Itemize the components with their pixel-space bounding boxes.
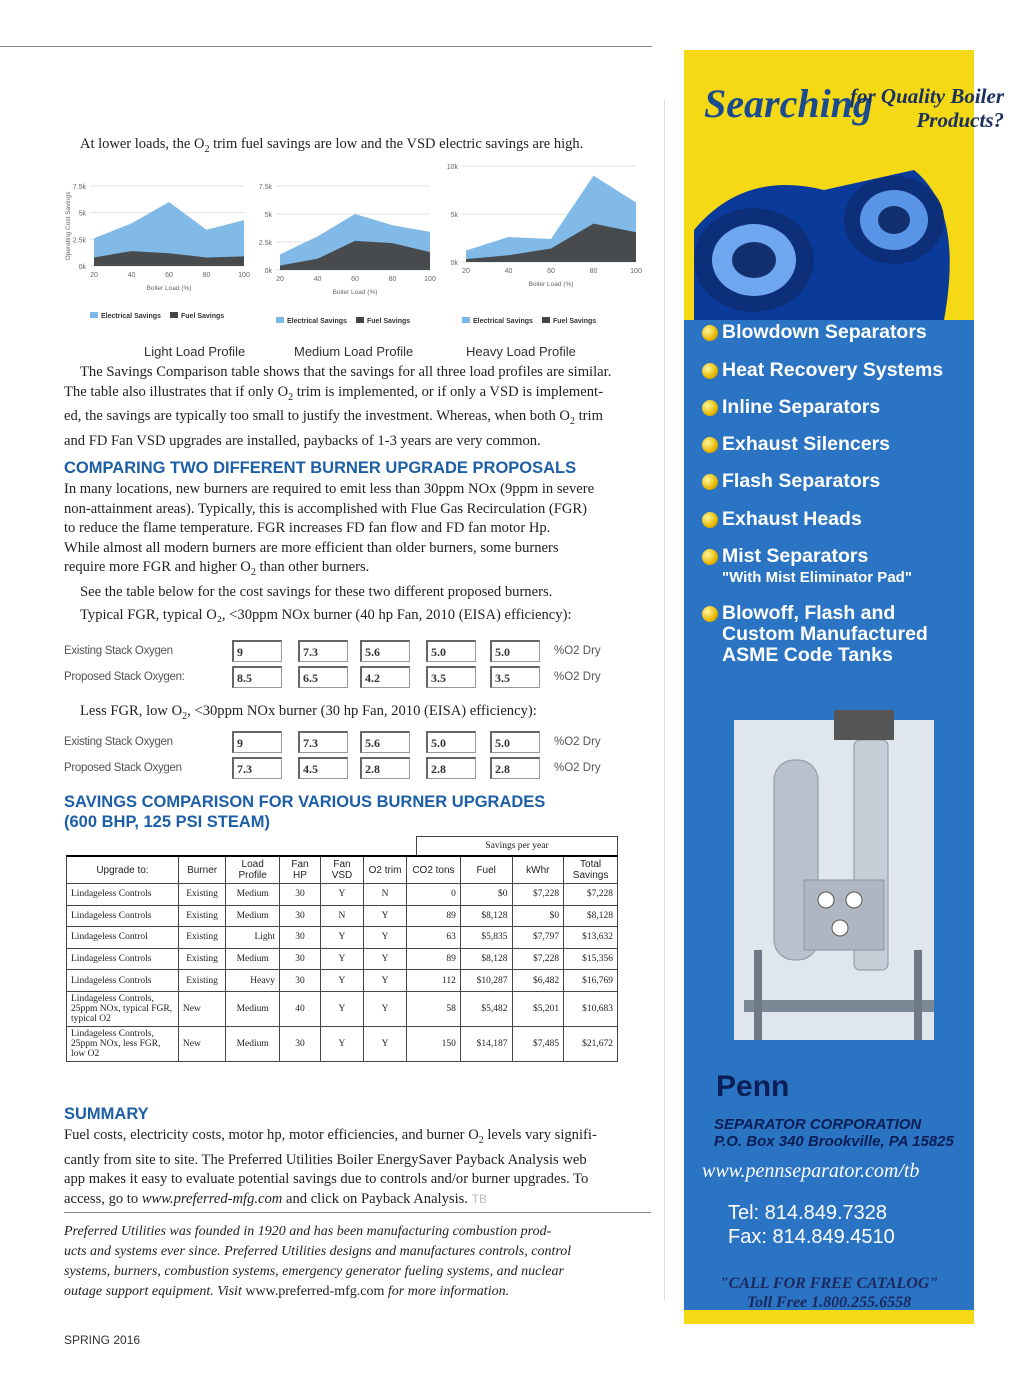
table-cell: $10,683 [564, 991, 618, 1026]
tb-endmark: TB [471, 1191, 487, 1206]
ad-headline-big: Searching [704, 81, 873, 126]
heading-savings-comparison [64, 792, 654, 832]
table-cell: Heavy [226, 970, 280, 992]
table-cell: Lindageless Controls [67, 884, 179, 906]
x-axis-label: Boiler Load (%) [332, 289, 378, 296]
table-cell: Y [320, 1026, 363, 1061]
savings-column-header: Total Savings [564, 856, 618, 884]
table-cell: $14,187 [460, 1026, 512, 1061]
separator-equipment-image [714, 700, 954, 1060]
ad-company-name: SEPARATOR CORPORATION [714, 1116, 922, 1133]
para1-line3: ed, the savings are typically too small to justify the investment. Whereas, when both $O_2$ trim [64, 408, 603, 427]
savings-column-header: O2 trim [364, 856, 407, 884]
table-cell: $16,769 [564, 970, 618, 992]
ad-product-label: Exhaust Heads [722, 508, 862, 530]
table-cell: $7,485 [512, 1026, 564, 1061]
y-axis-label: Operating Cost Savings [65, 191, 72, 261]
table-cell: Y [364, 905, 407, 927]
ad-headline-small: for Quality Boiler Products? [849, 84, 1004, 132]
top-rule [0, 46, 652, 47]
chart-title-light: Light Load Profile [144, 344, 246, 359]
table-cell: $21,672 [564, 1026, 618, 1061]
table-cell: 150 [407, 1026, 461, 1061]
ad-cta [684, 1274, 974, 1312]
savings-per-year-header: Savings per year [416, 836, 618, 856]
table-cell: $8,128 [564, 905, 618, 927]
bullet-icon [702, 474, 718, 490]
savings-column-header: kWhr [512, 856, 564, 884]
oxygen-row [64, 731, 624, 757]
footnote-rule [64, 1212, 651, 1213]
table-cell: 89 [407, 905, 461, 927]
ad-product-item [702, 546, 972, 588]
ad-hero [684, 50, 1004, 320]
oxygen-unit: %O2 Dry [554, 645, 601, 657]
summary-line3: app makes it easy to evaluate potential savings due to controls and/or burner upgrades. To [64, 1171, 589, 1188]
table-cell: Lindageless Controls, 25ppm NOx, less FGR, low O2 [67, 1026, 179, 1061]
table-cell: Y [364, 927, 407, 949]
table-cell: Lindageless Control [67, 927, 179, 949]
footnote-line3: systems, burners, combustion systems, emergency generator fueling systems, and nuclear [64, 1264, 564, 1279]
heading2-line2: (600 BHP, 125 PSI STEAM) [64, 813, 271, 831]
table-cell: Lindageless Controls [67, 948, 179, 970]
x-tick-label: 20 [90, 272, 98, 279]
burner2-caption: Less FGR, low $O_2$, <30ppm NOx burner (30 hp Fan, 2010 (EISA) efficiency): [80, 703, 537, 722]
table-cell: Lindageless Controls [67, 970, 179, 992]
table-cell: 30 [280, 948, 321, 970]
table-cell: 0 [407, 884, 461, 906]
y-tick-label: 0k [264, 268, 272, 275]
para1-line2: The table also illustrates that if only $O_2$ trim is implemented, or if only a VSD is implement- [64, 383, 603, 403]
summary-line4: access, go to www.preferred-mfg.com and click on Payback Analysis. TB [64, 1190, 487, 1207]
bullet-icon [702, 512, 718, 528]
table-cell: 30 [280, 884, 321, 906]
ad-product-label: Blowoff, Flash and Custom Manufactured ASME Code Tanks [722, 602, 928, 666]
y-tick-label: 2.5k [72, 237, 86, 245]
y-tick-label: 5k [450, 212, 458, 219]
table-cell: $7,228 [512, 948, 564, 970]
heading2-line1: SAVINGS COMPARISON FOR VARIOUS BURNER UPGRADES [64, 793, 546, 811]
oxygen-value-cell: 7.3 [298, 731, 348, 753]
bullet-icon [702, 325, 718, 341]
ad-url[interactable]: www.pennseparator.com/tb [702, 1160, 920, 1182]
table-cell: Y [320, 884, 363, 906]
table-cell: Y [364, 1026, 407, 1061]
oxygen-value-cell: 3.5 [426, 666, 476, 688]
issue-label: SPRING 2016 [64, 1333, 141, 1347]
table-cell: $0 [512, 905, 564, 927]
oxygen-row [64, 640, 624, 666]
table-row [67, 884, 618, 906]
footnote-line2: ucts and systems ever since. Preferred Utilities designs and manufactures controls, control [64, 1244, 572, 1259]
table-cell: Y [364, 948, 407, 970]
ad-company [714, 1116, 954, 1150]
table-cell: Existing [178, 927, 225, 949]
table-cell: $13,632 [564, 927, 618, 949]
table-cell: 40 [280, 991, 321, 1026]
advertisement[interactable] [684, 50, 1004, 1324]
summary-link[interactable]: www.preferred-mfg.com [141, 1190, 283, 1207]
table-cell: $5,482 [460, 991, 512, 1026]
x-tick-label: 80 [388, 276, 397, 283]
table-cell: New [178, 991, 225, 1026]
bullet-icon [702, 437, 718, 453]
oxygen-value-cell: 7.3 [298, 640, 348, 662]
y-tick-label: 10k [446, 164, 458, 171]
para2-line5: require more FGR and higher $O_2$ than other burners. [64, 559, 370, 579]
table-cell: Medium [226, 905, 280, 927]
ad-tel: Tel: 814.849.7328 [728, 1202, 888, 1224]
x-tick-label: 20 [276, 276, 284, 283]
table-cell: Light [226, 927, 280, 949]
legend-swatch [276, 317, 284, 323]
ad-product-label: Blowdown Separators [722, 321, 927, 343]
footnote-line4: outage support equipment. Visit www.preferred-mfg.com for more information. [64, 1284, 510, 1299]
legend-label: Fuel Savings [553, 318, 597, 325]
table-cell: Existing [178, 905, 225, 927]
ad-headline [704, 80, 1004, 132]
oxygen-row-label: Proposed Stack Oxygen: [64, 671, 185, 683]
para2-line4: While almost all modern burners are more efficient than older burners, some burners [64, 539, 559, 556]
para1-line4: and FD Fan VSD upgrades are installed, paybacks of 1-3 years are very common. [64, 432, 541, 449]
burner2-oxygen-table [64, 731, 624, 783]
table-cell: New [178, 1026, 225, 1061]
legend-swatch [542, 317, 550, 323]
table-cell: $7,228 [564, 884, 618, 906]
table-cell: Y [320, 970, 363, 992]
table-cell: Medium [226, 1026, 280, 1061]
table-cell: 30 [280, 1026, 321, 1061]
table-cell: 30 [280, 905, 321, 927]
ad-product-sublabel: "With Mist Eliminator Pad" [722, 569, 912, 586]
table-cell: $0 [460, 884, 512, 906]
oxygen-value-cell: 3.5 [490, 666, 540, 688]
summary-line1: Fuel costs, electricity costs, motor hp, motor efficiencies, and burner $O_2$ levels vary signifi- [64, 1127, 597, 1146]
savings-column-header: CO2 tons [407, 856, 461, 884]
table-cell: Existing [178, 970, 225, 992]
y-tick-label: 5k [264, 212, 272, 219]
bullet-icon [702, 549, 718, 565]
ad-fax: Fax: 814.849.4510 [728, 1226, 895, 1248]
savings-column-header: Fuel [460, 856, 512, 884]
y-tick-label: 0k [450, 260, 458, 267]
oxygen-value-cell: 5.0 [490, 640, 540, 662]
heading-comparing-burners: COMPARING TWO DIFFERENT BURNER UPGRADE PROPOSALS [64, 459, 577, 477]
ad-product-label: Inline Separators [722, 396, 881, 418]
column-rule [664, 100, 665, 1300]
legend-label: Electrical Savings [101, 313, 161, 320]
oxygen-value-cell: 2.8 [360, 757, 410, 779]
table-cell: 30 [280, 927, 321, 949]
oxygen-value-cell: 8.5 [232, 666, 282, 688]
intro-sub: 2 [204, 143, 210, 155]
legend-label: Electrical Savings [473, 318, 533, 325]
table-row [67, 948, 618, 970]
ad-company-address: P.O. Box 340 Brookville, PA 15825 [714, 1133, 954, 1150]
oxygen-unit: %O2 Dry [554, 736, 601, 748]
bullet-icon [702, 363, 718, 379]
table-cell: 30 [280, 970, 321, 992]
y-tick-label: 7.5k [72, 184, 86, 191]
table-cell: $8,128 [460, 948, 512, 970]
table-cell: $5,835 [460, 927, 512, 949]
savings-column-header: Load Profile [226, 856, 280, 884]
x-tick-label: 60 [165, 272, 173, 279]
table-cell: Lindageless Controls [67, 905, 179, 927]
bullet-icon [702, 400, 718, 416]
x-tick-label: 80 [202, 272, 211, 279]
legend-swatch [462, 317, 470, 323]
ad-product-item [702, 360, 972, 381]
x-tick-label: 60 [351, 276, 359, 283]
table-cell: 112 [407, 970, 461, 992]
y-tick-label: 0k [78, 264, 86, 271]
ad-product-item [702, 471, 972, 492]
table-row [67, 970, 618, 992]
para2-line6: See the table below for the cost savings for these two different proposed burners. [80, 583, 553, 600]
legend-label: Fuel Savings [367, 318, 411, 325]
summary-line2: cantly from site to site. The Preferred Utilities Boiler EnergySaver Payback Analysis web [64, 1151, 587, 1168]
x-axis-label: Boiler Load (%) [146, 285, 192, 292]
table-cell: Medium [226, 948, 280, 970]
x-tick-label: 20 [462, 268, 470, 275]
table-cell: Lindageless Controls, 25ppm NOx, typical FGR, typical O2 [67, 991, 179, 1026]
table-cell: Existing [178, 948, 225, 970]
table-cell: $5,201 [512, 991, 564, 1026]
x-tick-label: 100 [630, 268, 642, 275]
table-cell: Y [320, 991, 363, 1026]
table-cell: $10,287 [460, 970, 512, 992]
table-cell: Y [364, 970, 407, 992]
oxygen-value-cell: 5.0 [490, 731, 540, 753]
intro-pre: At lower loads, the O [80, 136, 205, 152]
table-row [67, 991, 618, 1026]
x-tick-label: 100 [424, 276, 436, 283]
intro-text [80, 136, 660, 155]
ad-product-label: Heat Recovery Systems [722, 359, 944, 381]
ad-product-label: Flash Separators [722, 470, 881, 492]
table-cell: Y [320, 948, 363, 970]
x-tick-label: 40 [504, 268, 513, 275]
legend-label: Fuel Savings [181, 313, 225, 320]
table-cell: Y [320, 927, 363, 949]
table-cell: 58 [407, 991, 461, 1026]
ad-product-item [702, 603, 972, 666]
table-cell: Medium [226, 884, 280, 906]
ad-cta-line1: "CALL FOR FREE CATALOG" [719, 1275, 939, 1292]
footnote-line1: Preferred Utilities was founded in 1920 and has been manufacturing combustion prod- [64, 1224, 552, 1239]
oxygen-value-cell: 7.3 [232, 757, 282, 779]
intro-post: trim fuel savings are low and the VSD electric savings are high. [209, 136, 584, 152]
oxygen-row-label: Existing Stack Oxygen [64, 736, 173, 748]
ad-product-item [702, 397, 972, 418]
table-cell: N [320, 905, 363, 927]
table-cell: $7,797 [512, 927, 564, 949]
para1-line1: The Savings Comparison table shows that the savings for all three load profiles are similar. [80, 364, 612, 380]
oxygen-unit: %O2 Dry [554, 671, 601, 683]
oxygen-row-label: Proposed Stack Oxygen [64, 762, 182, 774]
savings-charts [62, 160, 652, 340]
oxygen-row [64, 666, 624, 692]
oxygen-value-cell: 4.2 [360, 666, 410, 688]
para2-line1: In many locations, new burners are required to emit less than 30ppm NOx (9ppm in severe [64, 481, 595, 497]
table-cell: $6,482 [512, 970, 564, 992]
footnote [64, 1222, 651, 1302]
x-tick-label: 60 [547, 268, 555, 275]
y-tick-label: 7.5k [258, 184, 272, 191]
table-row [67, 1026, 618, 1061]
legend-swatch [356, 317, 364, 323]
table-cell: 89 [407, 948, 461, 970]
ad-product-label: Mist Separators [722, 545, 869, 567]
burner1-oxygen-table [64, 640, 624, 692]
table-cell: $7,228 [512, 884, 564, 906]
oxygen-value-cell: 2.8 [426, 757, 476, 779]
x-tick-label: 40 [313, 276, 322, 283]
penn-logo: Penn [716, 1070, 790, 1103]
oxygen-value-cell: 4.5 [298, 757, 348, 779]
table-cell: Medium [226, 991, 280, 1026]
table-cell: $15,356 [564, 948, 618, 970]
oxygen-row-label: Existing Stack Oxygen [64, 645, 173, 657]
paragraph-savings-comparison [64, 363, 654, 451]
oxygen-value-cell: 9 [232, 731, 282, 753]
savings-table [66, 855, 618, 1062]
table-cell: 63 [407, 927, 461, 949]
heading-summary: SUMMARY [64, 1105, 149, 1123]
y-tick-label: 2.5k [258, 240, 272, 247]
x-tick-label: 80 [589, 268, 598, 275]
paragraph-burner-upgrades [64, 480, 654, 602]
para2-line3: to reduce the flame temperature. FGR increases FD fan flow and FD fan motor Hp. [64, 520, 551, 537]
oxygen-value-cell: 9 [232, 640, 282, 662]
x-axis-label: Boiler Load (%) [528, 281, 574, 288]
oxygen-value-cell: 5.6 [360, 731, 410, 753]
x-tick-label: 40 [127, 272, 136, 279]
legend-swatch [90, 312, 98, 318]
table-cell: N [364, 884, 407, 906]
burner1-caption: Typical FGR, typical O₂, <30ppm NOx burner (40 hp Fan, 2010 (EISA) efficiency): [80, 607, 572, 623]
savings-column-header: Fan HP [280, 856, 321, 884]
table-cell: $8,128 [460, 905, 512, 927]
x-tick-label: 100 [238, 272, 250, 279]
table-cell: Y [364, 991, 407, 1026]
savings-column-header: Fan VSD [320, 856, 363, 884]
legend-label: Electrical Savings [287, 318, 347, 325]
savings-column-header: Burner [178, 856, 225, 884]
ad-product-item [702, 434, 972, 455]
table-row [67, 927, 618, 949]
oxygen-value-cell: 5.6 [360, 640, 410, 662]
oxygen-unit: %O2 Dry [554, 762, 601, 774]
table-cell: Existing [178, 884, 225, 906]
bullet-icon [702, 606, 718, 622]
paragraph-summary [64, 1126, 654, 1209]
ad-product-item [702, 322, 972, 343]
table-row [67, 905, 618, 927]
oxygen-row [64, 757, 624, 783]
footnote-link[interactable]: www.preferred-mfg.com [245, 1284, 385, 1299]
oxygen-value-cell: 6.5 [298, 666, 348, 688]
chart-title-medium: Medium Load Profile [294, 344, 414, 359]
y-tick-label: 5k [78, 210, 86, 218]
legend-swatch [170, 312, 178, 318]
oxygen-value-cell: 5.0 [426, 640, 476, 662]
ad-cta-line2: Toll Free 1.800.255.6558 [746, 1294, 912, 1311]
para2-line2: non-attainment areas). Typically, this is accomplished with Flue Gas Recirculation (FGR) [64, 500, 588, 517]
chart-title-heavy: Heavy Load Profile [466, 344, 576, 359]
oxygen-value-cell: 5.0 [426, 731, 476, 753]
ad-product-label: Exhaust Silencers [722, 433, 890, 455]
oxygen-value-cell: 2.8 [490, 757, 540, 779]
savings-column-header: Upgrade to: [67, 856, 179, 884]
ad-product-item [702, 509, 972, 530]
